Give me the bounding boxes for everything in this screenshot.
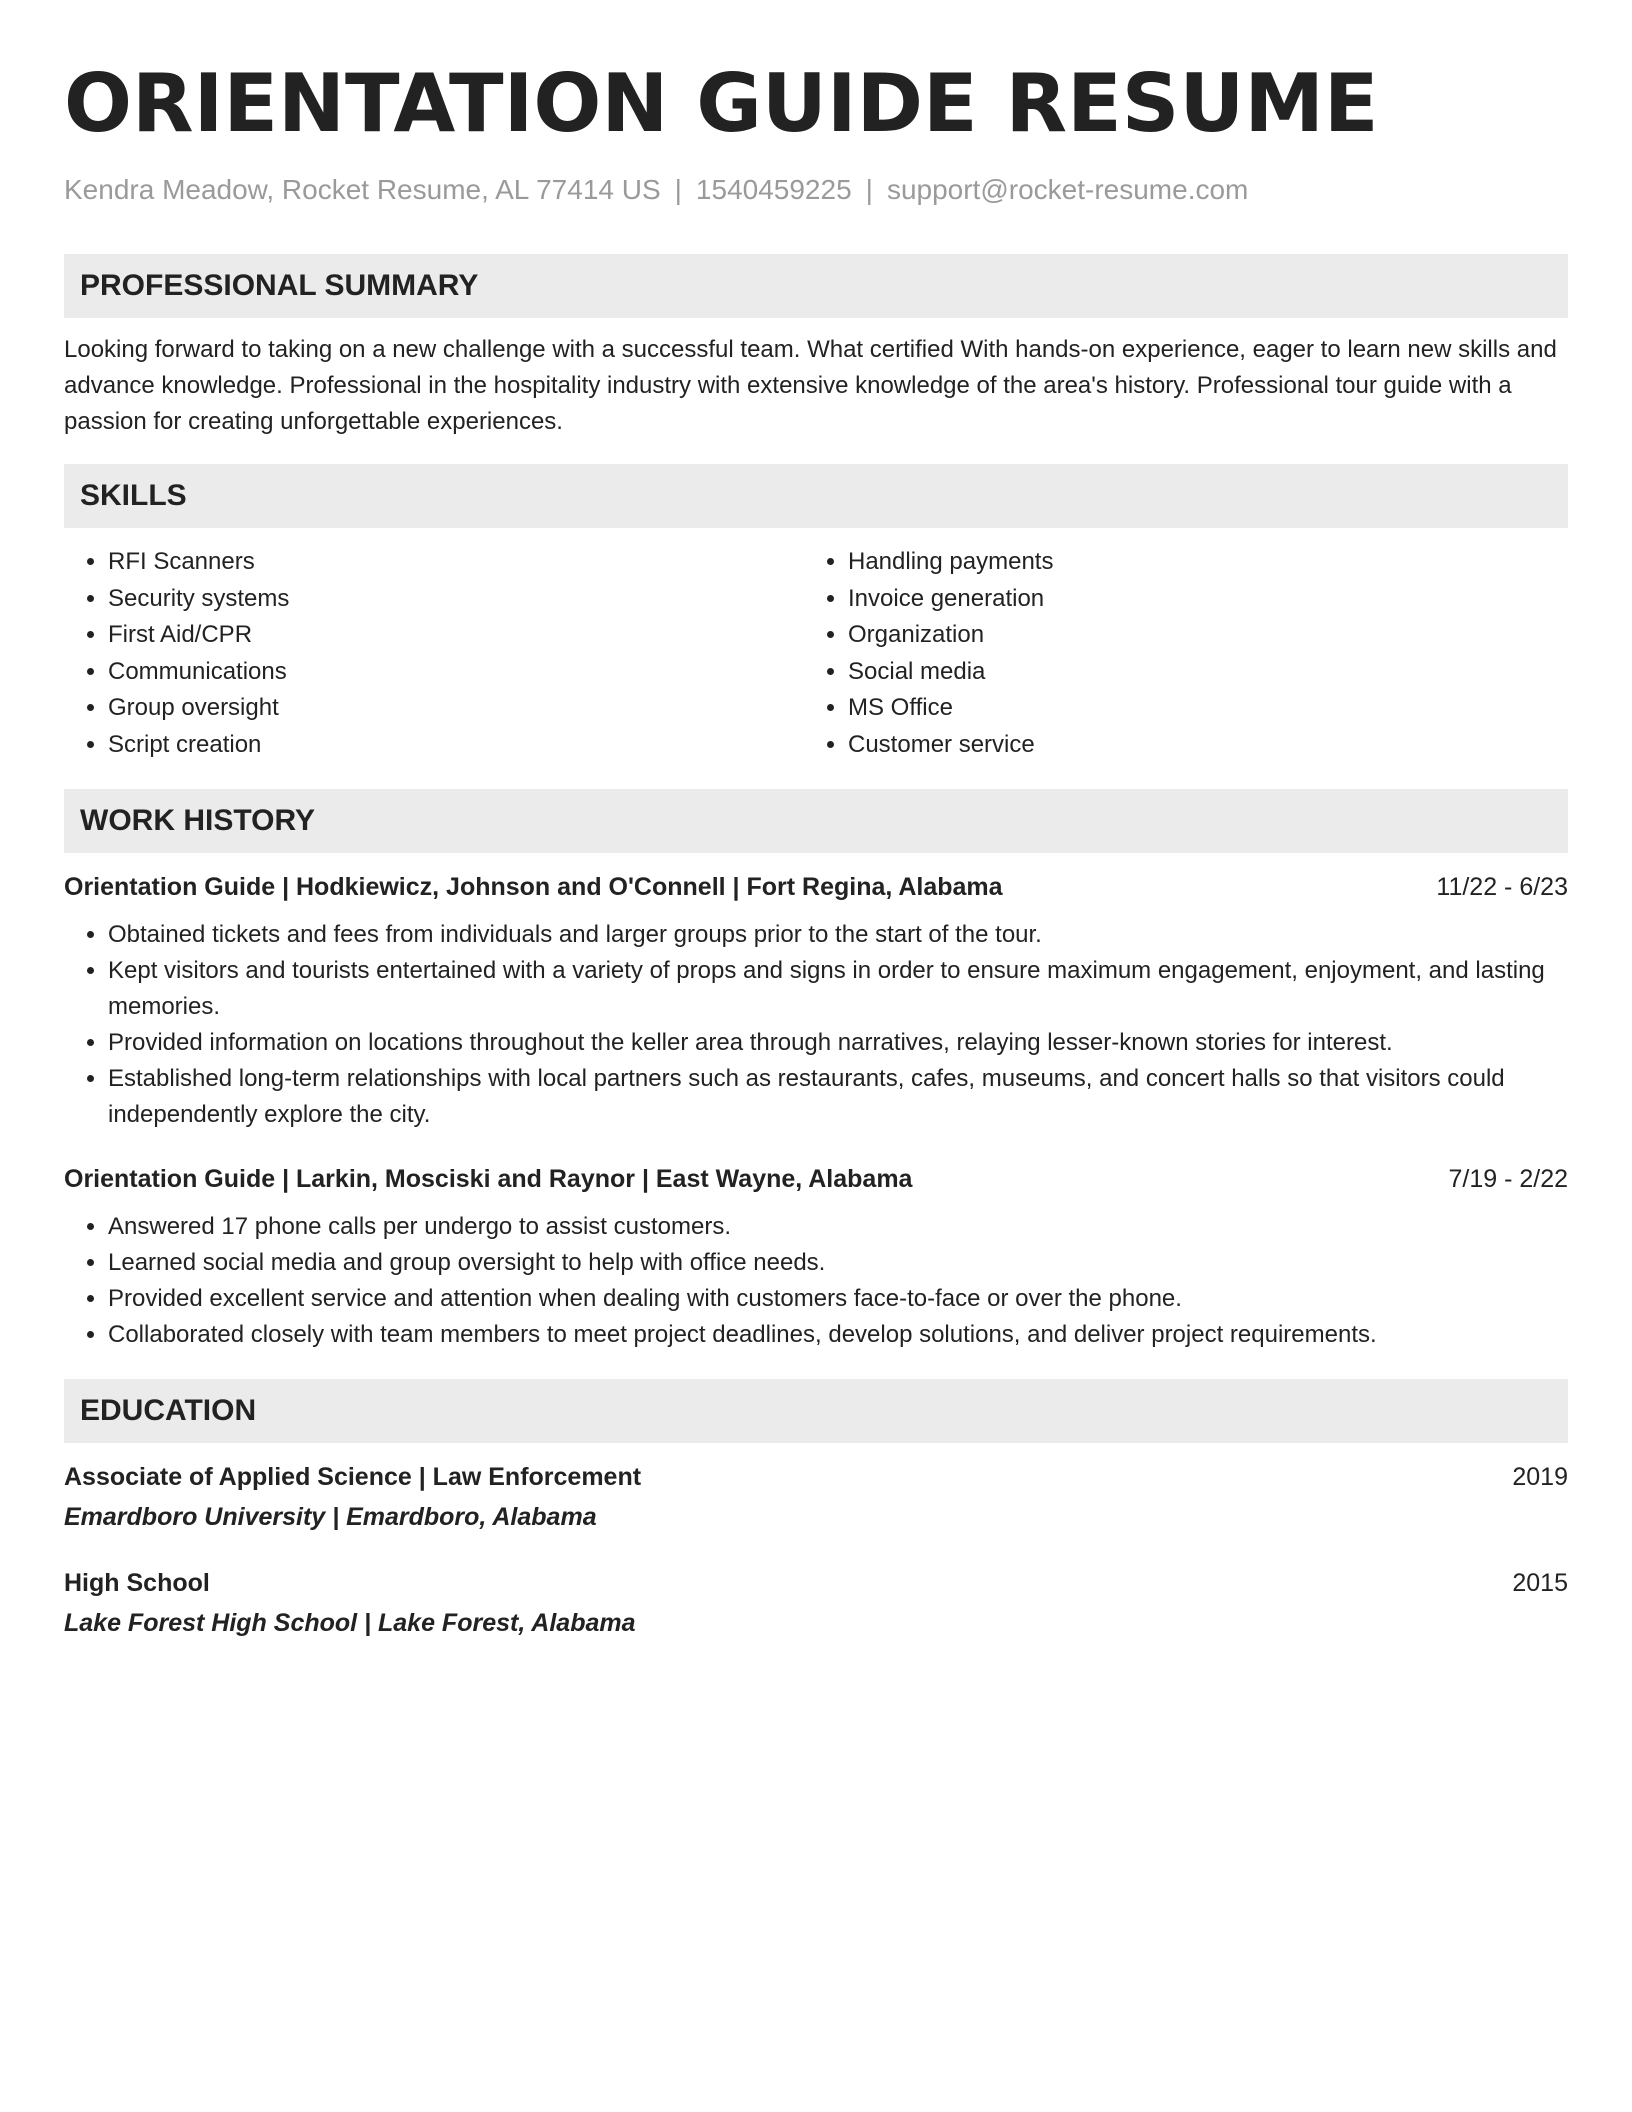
skill-item: • Security systems <box>108 581 804 618</box>
job-dates: 11/22 - 6/23 <box>1436 873 1568 901</box>
skills-section <box>64 464 1568 763</box>
skill-item: • Social media <box>848 654 1544 691</box>
skill-item: • Group oversight <box>108 690 804 727</box>
skill-item: • Script creation <box>108 727 804 764</box>
contact-line <box>64 172 1568 208</box>
job-bullet: • Collaborated closely with team members to meet project deadlines, develop solutions, and deliver project requirements. <box>108 1317 1568 1353</box>
education-entry <box>64 1459 1568 1535</box>
job-header <box>64 1161 1568 1197</box>
job-bullet: • Answered 17 phone calls per undergo to assist customers. <box>108 1209 1568 1245</box>
job-dates: 7/19 - 2/22 <box>1448 1165 1568 1193</box>
skill-item: • RFI Scanners <box>108 544 804 581</box>
education-school: Emardboro University | Emardboro, Alabama <box>64 1503 597 1531</box>
education-degree: Associate of Applied Science | Law Enforcement <box>64 1463 642 1491</box>
education-section <box>64 1379 1568 1641</box>
skill-item: • Handling payments <box>848 544 1544 581</box>
education-header <box>64 1459 1568 1495</box>
education-degree: High School <box>64 1569 210 1597</box>
job-bullets <box>64 1209 1568 1353</box>
contact-phone: 1540459225 <box>695 174 852 205</box>
job-entry <box>64 869 1568 1133</box>
job-bullets <box>64 917 1568 1133</box>
education-school: Lake Forest High School | Lake Forest, Alabama <box>64 1609 636 1637</box>
skills-list-left <box>64 544 804 763</box>
education-year: 2015 <box>1512 1569 1568 1597</box>
job-bullet: • Established long-term relationships with local partners such as restaurants, cafes, museums, and concert halls so that visitors could independently explore the city. <box>108 1061 1568 1133</box>
skill-item: • Communications <box>108 654 804 691</box>
job-bullet: • Kept visitors and tourists entertained with a variety of props and signs in order to ensure maximum engagement, enjoyment, and lasting memories. <box>108 953 1568 1025</box>
contact-address: Kendra Meadow, Rocket Resume, AL 77414 US <box>64 174 661 205</box>
work-history-heading: WORK HISTORY <box>64 789 1568 853</box>
contact-separator: | <box>865 174 873 205</box>
summary-section <box>64 254 1568 440</box>
contact-separator: | <box>674 174 682 205</box>
skill-item: • Organization <box>848 617 1544 654</box>
job-bullet: • Obtained tickets and fees from individuals and larger groups prior to the start of the tour. <box>108 917 1568 953</box>
skills-list-right <box>804 544 1544 763</box>
contact-email[interactable]: support@rocket-resume.com <box>886 174 1249 205</box>
job-bullet: • Provided excellent service and attention when dealing with customers face-to-face or over the phone. <box>108 1281 1568 1317</box>
education-heading: EDUCATION <box>64 1379 1568 1443</box>
education-entry <box>64 1565 1568 1641</box>
skill-item: • First Aid/CPR <box>108 617 804 654</box>
skill-item: • MS Office <box>848 690 1544 727</box>
job-entry <box>64 1161 1568 1353</box>
job-title: Orientation Guide | Hodkiewicz, Johnson and O'Connell | Fort Regina, Alabama <box>64 873 1003 901</box>
job-bullet: • Provided information on locations throughout the keller area through narratives, relaying lesser-known stories for interest. <box>108 1025 1568 1061</box>
job-title: Orientation Guide | Larkin, Mosciski and Raynor | East Wayne, Alabama <box>64 1165 913 1193</box>
job-header <box>64 869 1568 905</box>
education-year: 2019 <box>1512 1463 1568 1491</box>
education-header <box>64 1565 1568 1601</box>
resume-title: ORIENTATION GUIDE RESUME <box>64 57 1379 150</box>
summary-text: Looking forward to taking on a new challenge with a successful team. What certified With hands-on experience, eager to learn new skills and advance knowledge. Professional in the hospitality industry with extensive knowledge of the area's history. Professional tour guide with a passion for creating unforgettable experiences. <box>64 336 1557 435</box>
skill-item: • Invoice generation <box>848 581 1544 618</box>
summary-heading: PROFESSIONAL SUMMARY <box>64 254 1568 318</box>
skills-columns <box>64 544 1568 763</box>
job-bullet: • Learned social media and group oversight to help with office needs. <box>108 1245 1568 1281</box>
skills-heading: SKILLS <box>64 464 1568 528</box>
skill-item: • Customer service <box>848 727 1544 764</box>
work-history-section <box>64 789 1568 1353</box>
